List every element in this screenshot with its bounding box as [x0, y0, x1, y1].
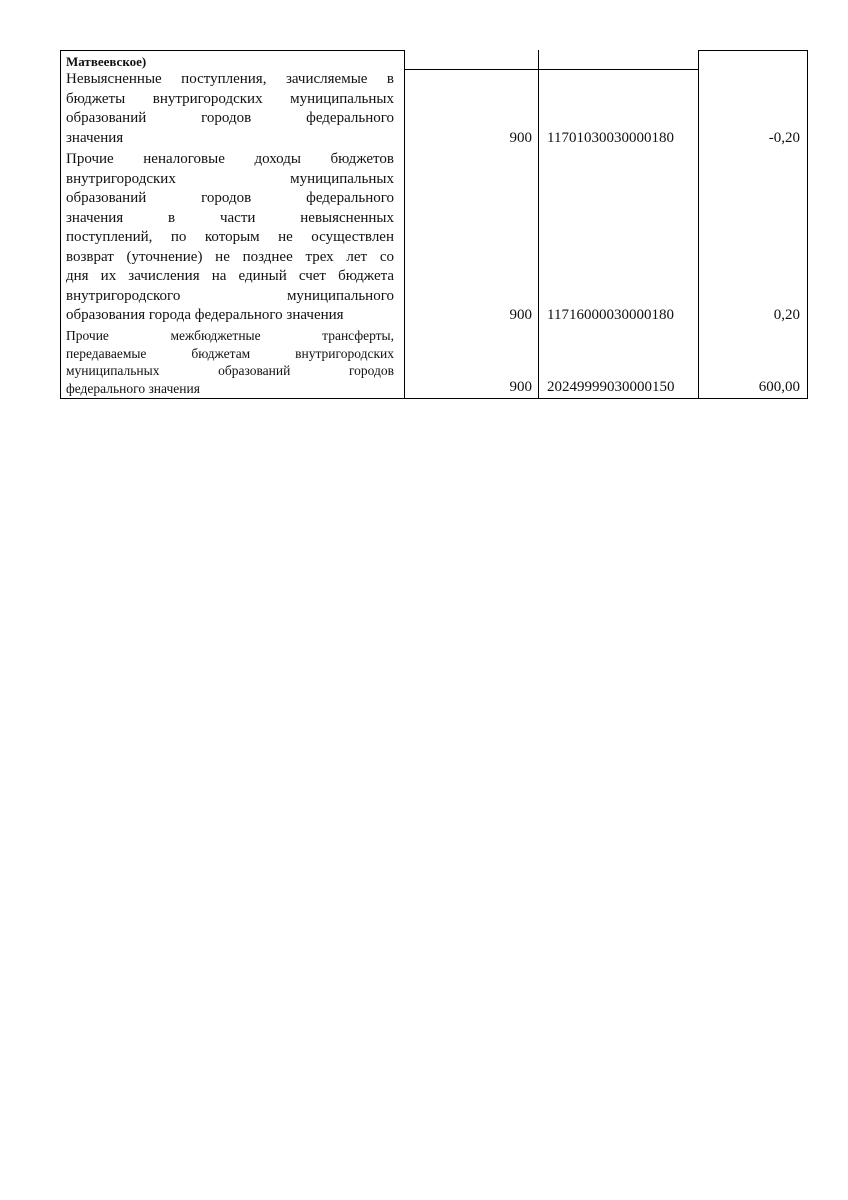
- row-1-admin: 900: [509, 130, 532, 146]
- row-3-description: [66, 327, 394, 397]
- row-2-line-1: внутригородских муниципальных: [66, 170, 394, 187]
- row-2-line-0: Прочие неналоговые доходы бюджетов: [66, 151, 394, 167]
- row-1-line-2: образований городов федерального: [66, 110, 394, 126]
- row-2-line-7: внутригородского муниципального: [66, 287, 394, 304]
- table-left-border: [60, 50, 61, 399]
- row-1-line-0: Невыясненные поступления, зачисляемые в: [66, 71, 394, 87]
- row-2-description: [66, 150, 394, 326]
- row-3-line-0: Прочие межбюджетные трансферты,: [66, 328, 394, 343]
- row-1-description: [66, 70, 394, 148]
- row-2-line-4: поступлений, по которым не осуществлен: [66, 229, 394, 245]
- column-divider-1: [404, 50, 405, 399]
- row-3-line-1: передаваемые бюджетам внутригородских: [66, 345, 394, 361]
- row-2-code: 11716000030000180: [547, 307, 674, 323]
- row-0-description: [66, 52, 146, 72]
- row-2-line-5: возврат (уточнение) не позднее трех лет со: [66, 248, 394, 265]
- row-3-amount: 600,00: [758, 379, 800, 395]
- table-right-border: [807, 50, 808, 399]
- column-divider-3: [698, 50, 699, 399]
- row-3-code: 20249999030000150: [547, 379, 675, 395]
- column-divider-2: [538, 50, 539, 399]
- row-1-code: 11701030030000180: [547, 130, 674, 146]
- table-top-border-right: [698, 50, 808, 51]
- row-2-line-3: значения в части невыясненных: [66, 209, 394, 226]
- row-1-line-1: бюджеты внутригородских муниципальных: [66, 90, 394, 107]
- row-2-line-2: образований городов федерального: [66, 190, 394, 206]
- row-3-admin: 900: [509, 379, 532, 395]
- row-1-amount: -0,20: [768, 130, 800, 146]
- row-2-line-6: дня их зачисления на единый счет бюджета: [66, 268, 394, 284]
- row-0-line-0: Матвеевское): [66, 54, 147, 69]
- row-1-line-3: значения: [66, 129, 124, 146]
- row-divider: [404, 69, 698, 70]
- row-2-amount: 0,20: [773, 307, 800, 323]
- table-top-border: [60, 50, 404, 51]
- row-3-line-3: федерального значения: [66, 380, 200, 396]
- table-bottom-border: [60, 398, 808, 399]
- row-3-line-2: муниципальных образований городов: [66, 363, 394, 378]
- row-2-admin: 900: [509, 307, 532, 323]
- row-2-line-8: образования города федерального значения: [66, 307, 344, 323]
